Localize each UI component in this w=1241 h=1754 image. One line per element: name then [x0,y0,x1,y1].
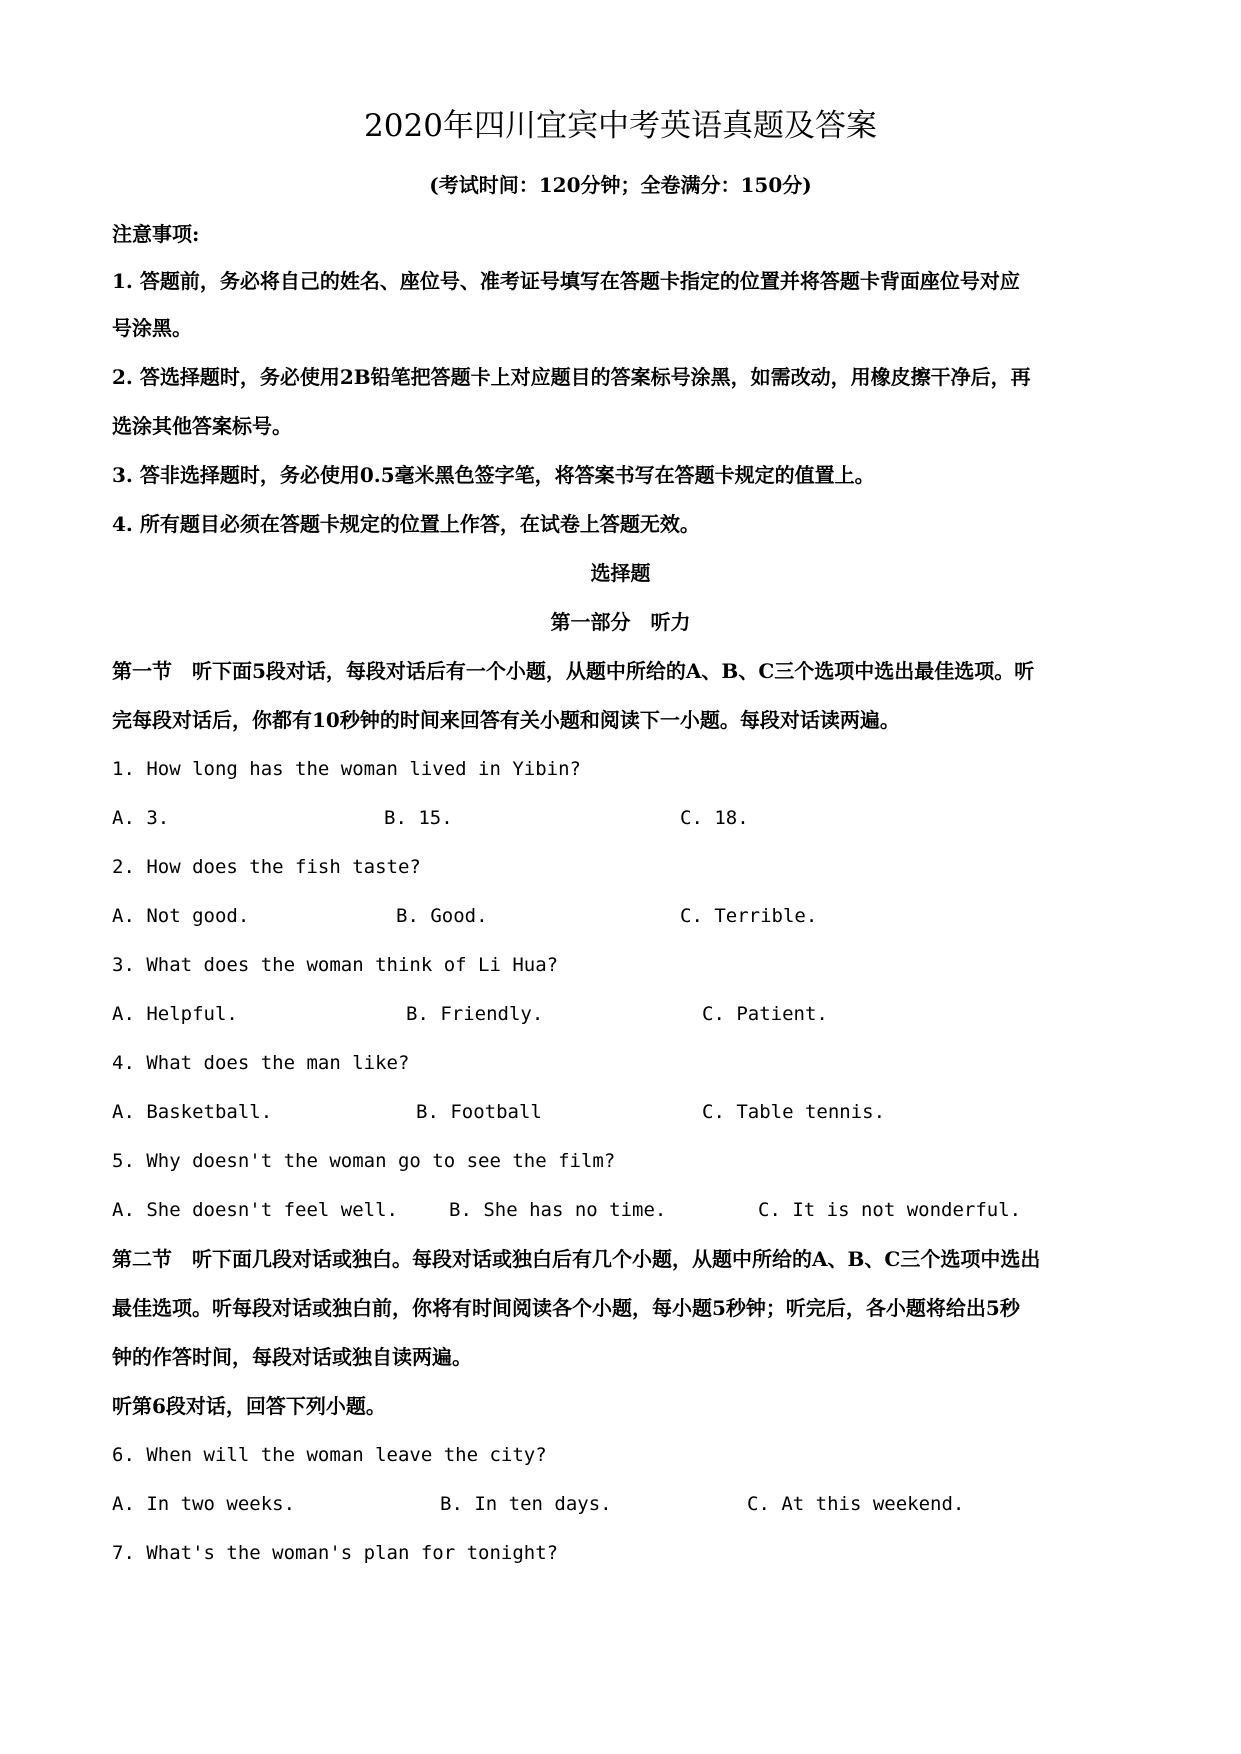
option-b: B. Football [416,1101,542,1123]
note-line: 1. 答题前，务必将自己的姓名、座位号、准考证号填写在答题卡指定的位置并将答题卡背面座位号对应 [112,269,1020,293]
notes-heading: 注意事项: [112,222,200,246]
option-a: A. In two weeks. [112,1493,296,1515]
note-line: 号涂黑。 [112,316,192,340]
section1-instruction: 完每段对话后，你都有10秒钟的时间来回答有关小题和阅读下一小题。每段对话读两遍。 [112,708,900,732]
question-7: 7. What's the woman's plan for tonight? [112,1542,559,1564]
question-6: 6. When will the woman leave the city? [112,1444,547,1466]
option-c: C. Patient. [702,1003,828,1025]
note-line: 3. 答非选择题时，务必使用0.5毫米黑色签字笔，将答案书写在答题卡规定的值置上。 [112,463,875,487]
option-c: C. Terrible. [680,905,818,927]
section2-instruction: 钟的作答时间，每段对话或独自读两遍。 [112,1345,472,1369]
option-a: A. Not good. [112,905,250,927]
question-2: 2. How does the fish taste? [112,856,421,878]
page-title: 2020年四川宜宾中考英语真题及答案 [364,108,877,144]
note-line: 4. 所有题目必须在答题卡规定的位置上作答，在试卷上答题无效。 [112,512,700,536]
note-line: 选涂其他答案标号。 [112,414,292,438]
option-a: A. Helpful. [112,1003,238,1025]
option-c: C. 18. [680,807,749,829]
section1-instruction: 第一节 听下面5段对话，每段对话后有一个小题，从题中所给的A、B、C三个选项中选出最佳选项。听 [112,659,1035,683]
option-b: B. Friendly. [406,1003,544,1025]
option-b: B. Good. [396,905,488,927]
part-title: 第一部分 听力 [550,610,691,634]
section2-instruction: 最佳选项。听每段对话或独白前，你将有时间阅读各个小题，每小题5秒钟；听完后，各小题将给出5秒 [112,1296,1020,1320]
option-a: A. 3. [112,807,170,829]
exam-info: (考试时间：120分钟；全卷满分：150分) [429,173,812,197]
option-b: B. 15. [384,807,453,829]
option-a: A. Basketball. [112,1101,273,1123]
dialogue-heading: 听第6段对话，回答下列小题。 [112,1394,386,1418]
question-5: 5. Why doesn't the woman go to see the film? [112,1150,616,1172]
question-3: 3. What does the woman think of Li Hua? [112,954,559,976]
option-b: B. She has no time. [449,1199,667,1221]
option-b: B. In ten days. [440,1493,612,1515]
question-4: 4. What does the man like? [112,1052,410,1074]
note-line: 2. 答选择题时，务必使用2B铅笔把答题卡上对应题目的答案标号涂黑，如需改动，用橡皮擦干净后，再 [112,365,1031,389]
option-c: C. At this weekend. [747,1493,965,1515]
option-c: C. It is not wonderful. [758,1199,1022,1221]
question-1: 1. How long has the woman lived in Yibin? [112,758,581,780]
option-a: A. She doesn't feel well. [112,1199,398,1221]
option-c: C. Table tennis. [702,1101,886,1123]
section-title: 选择题 [590,561,651,585]
section2-instruction: 第二节 听下面几段对话或独白。每段对话或独白后有几个小题，从题中所给的A、B、C三个选项中选出 [112,1247,1041,1271]
